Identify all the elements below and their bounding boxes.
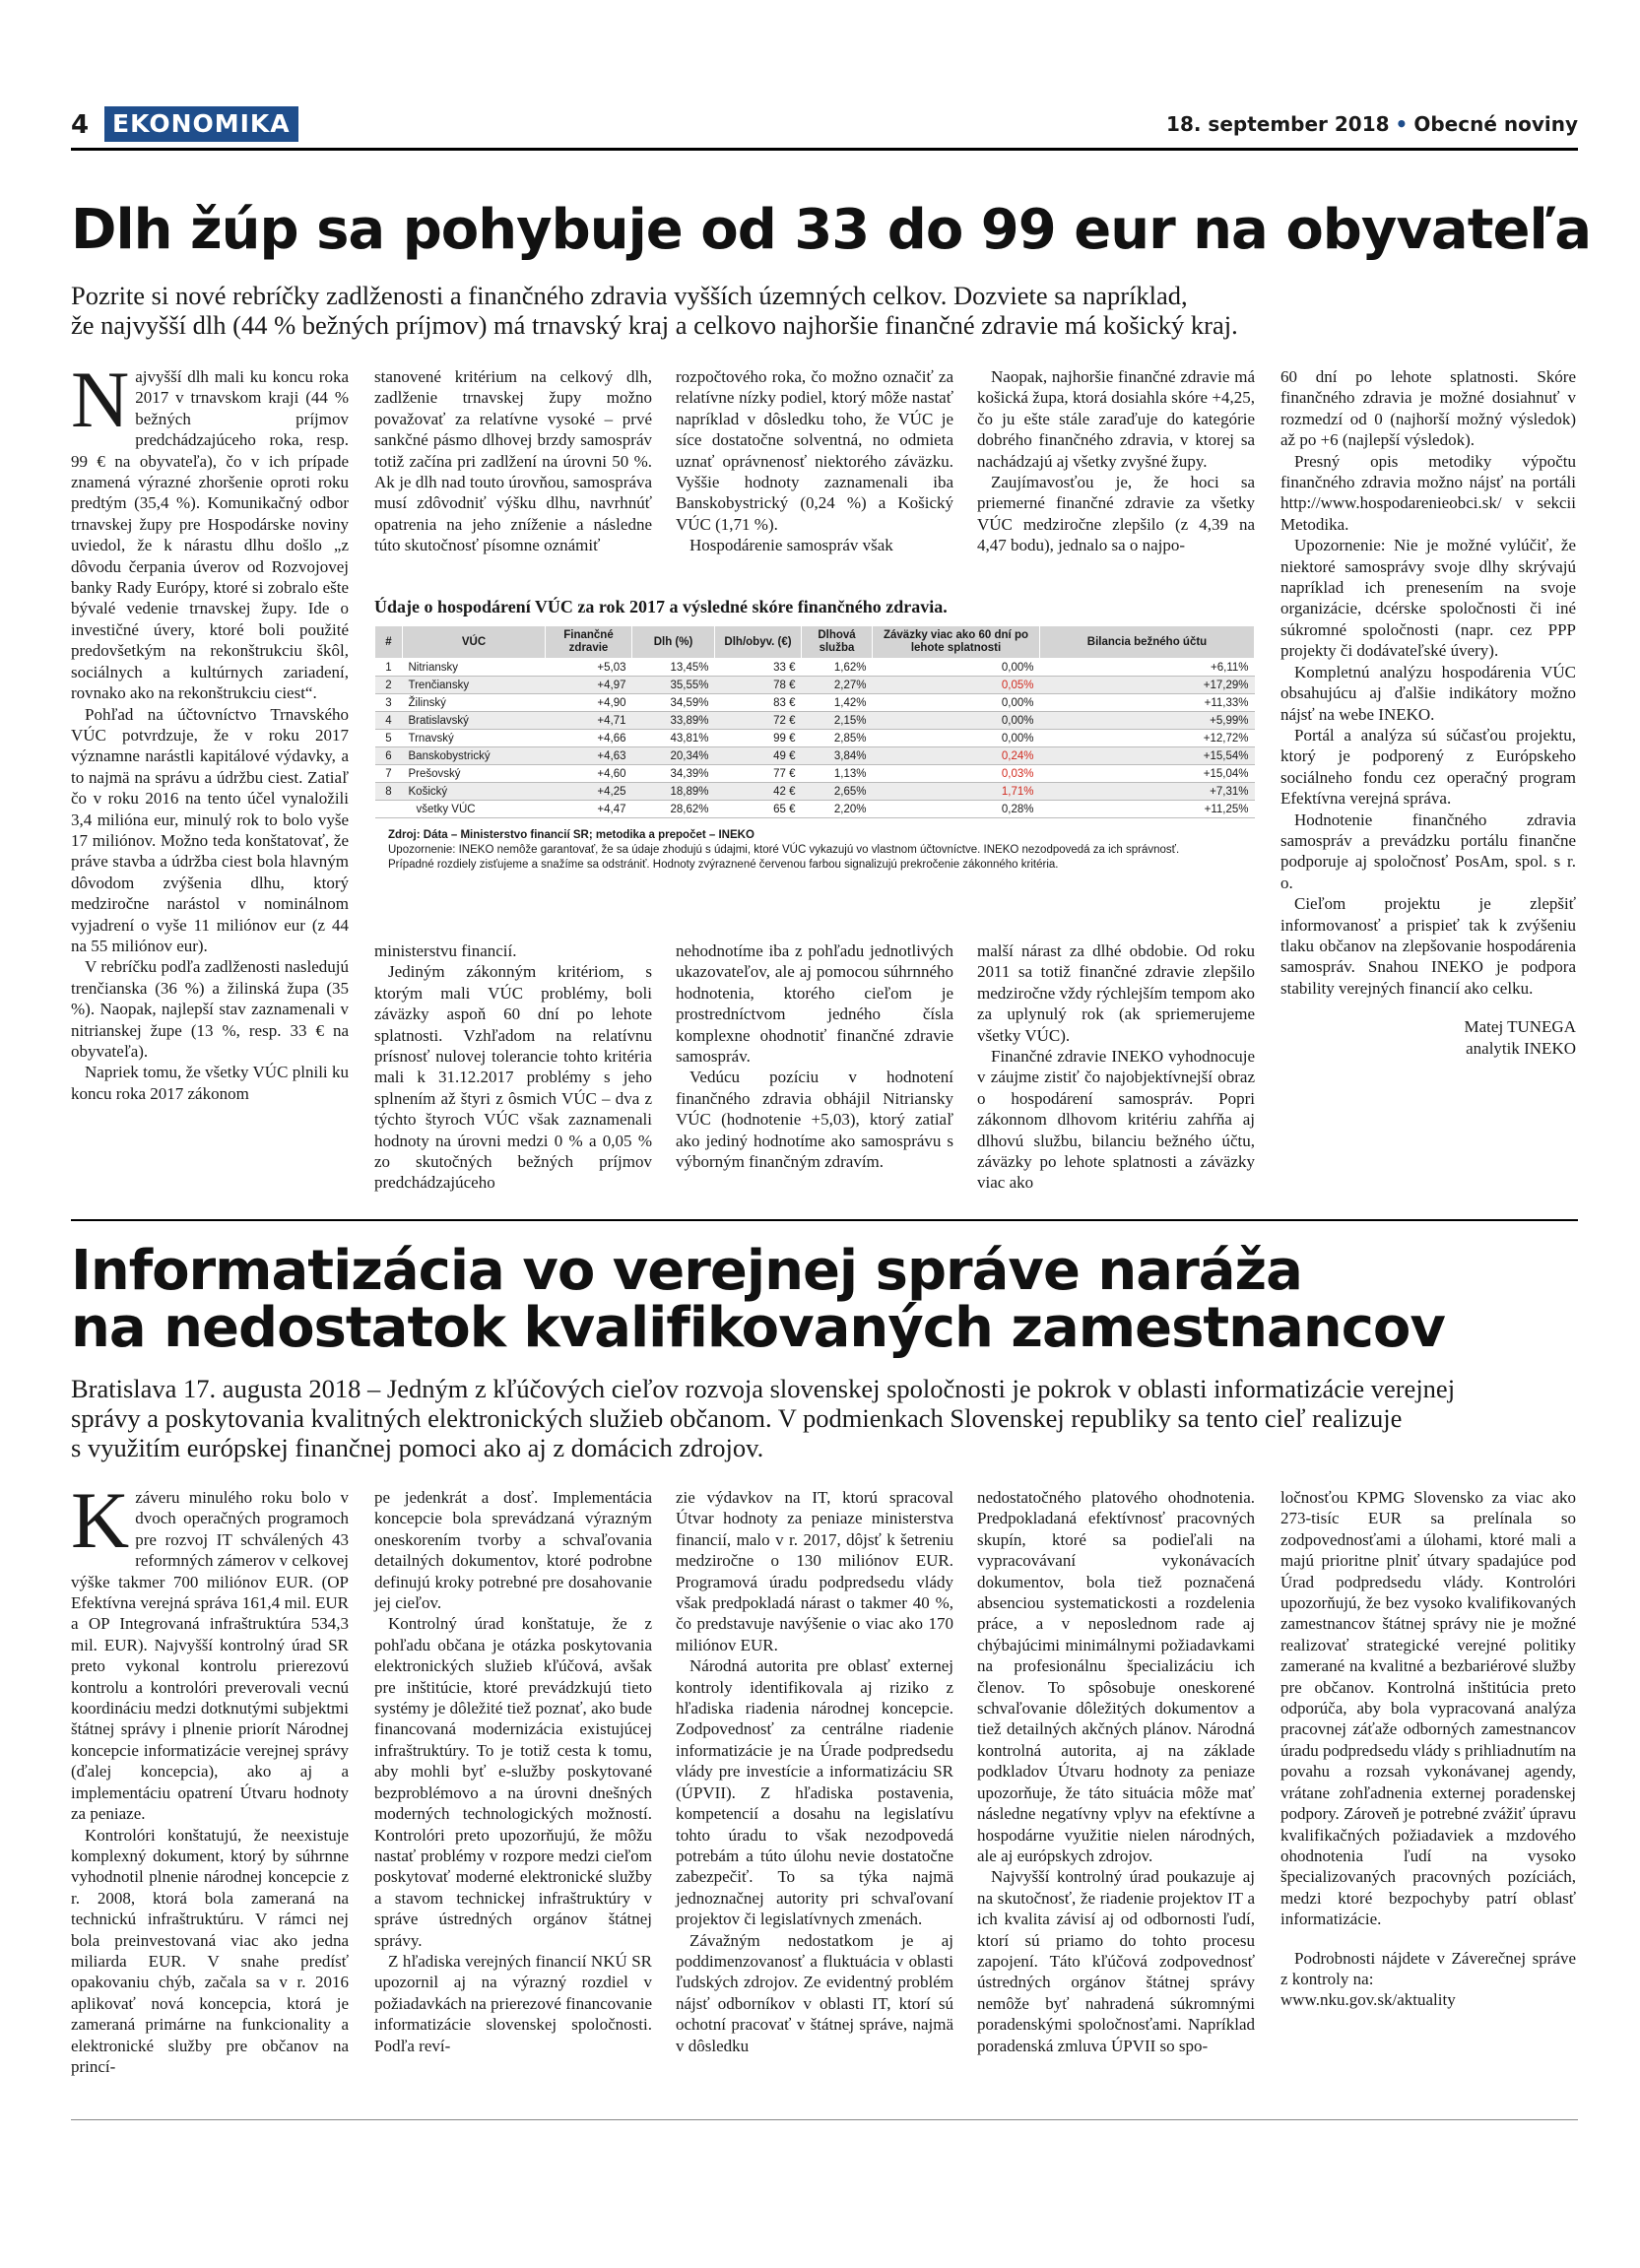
table-cell: +4,25 <box>546 783 632 801</box>
table-row <box>375 765 1255 783</box>
article2-headline-line2: na nedostatok kvalifikovaných zamestnancov <box>71 1296 1445 1360</box>
paper-name: Obecné noviny <box>1413 112 1578 136</box>
col-header: Finančné zdravie <box>546 626 632 659</box>
header-date-paper <box>1166 112 1578 136</box>
article2-column-4 <box>977 1487 1255 2056</box>
article1-lead-line2: že najvyšší dlh (44 % bežných príjmov) má trnavský kraj a celkovo najhoršie finančné zdravie má košický kraj. <box>71 310 1238 340</box>
article2-paragraph: Podrobnosti nájdete v Záverečnej správe z kontroly na: <box>1280 1948 1576 1988</box>
article1-paragraph: malší nárast za dlhé obdobie. Od roku 2011 sa totiž finančné zdravie zlepšilo medziročne vždy rýchlejším tempom ako za uplynulý rok (ak spriemerujeme všetky VÚC). <box>977 941 1255 1045</box>
article1-paragraph: rozpočtového roka, čo možno označiť za relatívne nízky podiel, ktorý môže nastať napríklad v dôsledku toho, že VÚC je síce dostatočne solventná, no odmieta uznať oprávnenosť niektorého záväzku. Vyššie hodnoty zaznamenali iba Banskobystrický (0,24 %) a Košický VÚC (1,71 %). <box>676 367 953 534</box>
table-cell: 35,55% <box>632 677 715 694</box>
table-cell: 0,00% <box>873 694 1040 712</box>
article2-paragraph: ločnosťou KPMG Slovensko za viac ako 273-tisíc EUR sa prelínala so zodpovednosťami a úlohami, ktoré mali a majú prioritne plniť útvary spadajúce pod Úrad podpredsedu vlády. Kontrolóri upozorňujú, že bez vysoko kvalifikovaných zamestnancov štátnej správy nie je možné realizovať strategické verejné politiky zamerané na kvalitné a bezbariérové služby pre občanov. Kontrolná inštitúcia preto odporúča, aby bola vypracovaná analýza pracovnej záťaže odborných zamestnancov úradu podpredsedu vlády s prihliadnutím na povahu a rozsah vykonávanej agendy, vrátane zohľadnenia externej poradenskej podpory. Zároveň je potrebné zvážiť úpravu kvalifikačných požiadaviek a mzdového ohodnotenia ľudí na vysoko špecializovaných pracovných pozíciách, medzi ktoré bezpochyby patrí oblasť informatizácie. <box>1280 1488 1576 1929</box>
table-cell: 72 € <box>715 712 802 730</box>
article1-dropcap: N <box>71 355 130 444</box>
article1-column-3-top <box>676 366 953 556</box>
table-row <box>375 747 1255 765</box>
table-cell: +5,03 <box>546 659 632 677</box>
table-cell: 5 <box>375 730 403 747</box>
table-cell: 2,27% <box>802 677 873 694</box>
table-cell: +4,60 <box>546 765 632 783</box>
article1-paragraph: Presný opis metodiky výpočtu finančného zdravia možno nájsť na portáli http://www.hospodarenieobci.sk/ v sekcii Metodika. <box>1280 451 1576 534</box>
header-bullet: • <box>1395 112 1409 136</box>
table-cell: 8 <box>375 783 403 801</box>
col-header: VÚC <box>403 626 546 659</box>
article2-paragraph: Národná autorita pre oblasť externej kontroly identifikovala aj riziko z hľadiska riadenia národnej koncepcie. Zodpovednosť za centrálne riadenie informatizácie je na Úrade podpredsedu vlády pre investície a informatizáciu SR (ÚPVII). Z hľadiska postavenia, kompetencií a dosahu na legislatívu tohto úradu to však nezodpovedá potrebám a túto úlohu nevie dostatočne zabezpečiť. To sa týka najmä jednoznačnej autority pri schvaľovaní projektov či legislatívnych zmenách. <box>676 1656 953 1929</box>
article2-paragraph: Najvyšší kontrolný úrad poukazuje aj na skutočnosť, že riadenie projektov IT a ich kvalita závisí aj od odbornosti ľudí, ktorí sú priamo do tohto procesu zapojení. Táto kľúčová zodpovednosť ústredných orgánov štátnej správy nemôže byť nahradená súkromnými poradenskými spoločnosťami. Napríklad poradenská zmluva ÚPVII so spo- <box>977 1867 1255 2055</box>
article1-column-3-bottom <box>676 940 953 1172</box>
table-cell: 77 € <box>715 765 802 783</box>
article1-paragraph: Portál a analýza sú súčasťou projektu, ktorý je podporený z Európskeho sociálneho fondu cez operačný program Efektívna verejná správa. <box>1280 725 1576 809</box>
article2-lead-line2: správy a poskytovania kvalitných elektronických služieb občanom. V podmienkach Slovenskej republiky sa tento cieľ realizuje <box>71 1403 1403 1433</box>
table-cell: +17,29% <box>1040 677 1255 694</box>
article1-paragraph: ajvyšší dlh mali ku koncu roka 2017 v trnavskom kraji (44 % bežných príjmov predchádzajúceho roka, resp. 99 € na obyvateľa), čo v ich prípade znamená výrazné zhoršenie oproti roku predtým (35,4 %). Komunikačný odbor trnavskej župy pre Hospodárske noviny uviedol, že k nárastu dlhu došlo „z dôvodu čerpania úverov od Rozvojovej banky Rady Európy, ktoré si zobralo ešte bývalé vedenie trnavskej župy. Ide o investičné úvery, ktoré boli použité predovšetkým na rekonštrukciu škôl, sociálnych a kultúrnych zariadení, rovnako ako na rekonštrukciu ciest“. <box>71 367 349 703</box>
article2-paragraph: zie výdavkov na IT, ktorú spracoval Útvar hodnoty za peniaze ministerstva financií, malo v r. 2017, dôjsť k šetreniu medziročne o 130 miliónov EUR. Programová úradu podpredsedu vlády však predpokladá nárast o takmer 40 %, čo predstavuje navýšenie o viac ako 170 miliónov EUR. <box>676 1488 953 1654</box>
issue-date: 18. september 2018 <box>1166 112 1390 136</box>
table-cell: 2,20% <box>802 801 873 818</box>
article1-column-4-top <box>977 366 1255 556</box>
article1-column-1 <box>71 355 349 1104</box>
table-row <box>375 783 1255 801</box>
table-cell: 0,00% <box>873 659 1040 677</box>
table-cell: 34,59% <box>632 694 715 712</box>
table-caption: Údaje o hospodárení VÚC za rok 2017 a výsledné skóre finančného zdravia. <box>374 597 948 616</box>
article2-lead-line1: Bratislava 17. augusta 2018 – Jedným z kľúčových cieľov rozvoja slovenskej spoločnosti je pokrok v oblasti informatizácie verejnej <box>71 1374 1456 1403</box>
article1-paragraph: stanovené kritérium na celkový dlh, zadlženie trnavskej župy možno považovať za relatívne vysoké – prvé sankčné pásmo dlhovej brzdy samospráv totiž začína pri zadlžení na úrovni 50 %. Ak je dlh nad touto úrovňou, samospráva musí zdôvodniť výšku dlhu, navrhnúť opatrenia na jeho zníženie a následne túto skutočnosť písomne oznámiť <box>374 367 652 555</box>
table-cell: 0,05% <box>873 677 1040 694</box>
col-header: Dlh/obyv. (€) <box>715 626 802 659</box>
table-cell: Nitriansky <box>403 659 546 677</box>
table-cell: 0,28% <box>873 801 1040 818</box>
article1-column-5 <box>1280 366 1576 1059</box>
table-cell: 2,15% <box>802 712 873 730</box>
article1-paragraph: Finančné zdravie INEKO vyhodnocuje v záujme zistiť čo najobjektívnejší obraz o hospodárení samospráv. Popri zákonnom dlhovom kritériu zahŕňa aj dlhovú službu, bilanciu bežného účtu, záväzky po lehote splatnosti a záväzky viac ako <box>977 1047 1255 1193</box>
article2-column-2 <box>374 1487 652 2056</box>
table-cell: 3,84% <box>802 747 873 765</box>
table-cell: 2,85% <box>802 730 873 747</box>
article1-paragraph: Naopak, najhoršie finančné zdravie má košická župa, ktorá dosiahla skóre +4,25, čo ju ešte stále zaraďuje do kategórie dobrého finančného zdravia, v ktorej sa nachádzajú aj všetky zvyšné župy. <box>977 367 1255 471</box>
col-header: Dlhová služba <box>802 626 873 659</box>
table-cell: Trenčiansky <box>403 677 546 694</box>
table-cell: +12,72% <box>1040 730 1255 747</box>
table-cell: +11,25% <box>1040 801 1255 818</box>
article1-paragraph: nehodnotíme iba z pohľadu jednotlivých ukazovateľov, ale aj pomocou súhrnného hodnotenia, ktorého cieľom je prostredníctvom jedného čísla komplexne ohodnotiť finančné zdravie samospráv. <box>676 941 953 1067</box>
table-cell: 2 <box>375 677 403 694</box>
article2-lead-line3: s využitím európskej finančnej pomoci ako aj z domácich zdrojov. <box>71 1433 764 1462</box>
col-header: # <box>375 626 403 659</box>
table-cell: 1,42% <box>802 694 873 712</box>
table-cell: 28,62% <box>632 801 715 818</box>
table-cell: +11,33% <box>1040 694 1255 712</box>
table-warning: Upozornenie: INEKO nemôže garantovať, že sa údaje zhodujú s údajmi, ktoré VÚC vykazujú vo vlastnom účtovníctve. INEKO nezodpovedá za ich správnosť. Prípadné rozdiely zisťujeme a snažíme sa odstrániť. Hodnoty zvýraznené červenou farbou signalizujú prekročenie zákonného kritéria. <box>388 844 1180 871</box>
table-cell: 13,45% <box>632 659 715 677</box>
article2-column-3 <box>676 1487 953 2056</box>
table-row <box>375 712 1255 730</box>
table-cell: +6,11% <box>1040 659 1255 677</box>
author-name: Matej TUNEGA <box>1464 1017 1576 1037</box>
table-cell: +15,04% <box>1040 765 1255 783</box>
table-cell: 99 € <box>715 730 802 747</box>
article1-paragraph: Kompletnú analýzu hospodárenia VÚC obsahujúcu aj ďalšie indikátory možno nájsť na webe INEKO. <box>1280 662 1576 724</box>
table-cell: 1,13% <box>802 765 873 783</box>
article1-paragraph: ministerstvu financií. <box>374 941 517 960</box>
page-number: 4 <box>71 110 90 140</box>
table-cell: Košický <box>403 783 546 801</box>
bottom-rule <box>71 2119 1578 2120</box>
table-cell: Bratislavský <box>403 712 546 730</box>
table-row <box>375 677 1255 694</box>
table-cell: 18,89% <box>632 783 715 801</box>
article2-headline <box>71 1239 1578 1360</box>
article1-paragraph: 60 dní po lehote splatnosti. Skóre finančného zdravia je možné dosiahnuť v rozmedzí od 0 (najhorší možný výsledok) až po +6 (najlepší výsledok). <box>1280 367 1576 450</box>
article-divider <box>71 1219 1578 1221</box>
article1-paragraph: Pohľad na účtovníctvo Trnavského VÚC potvrdzuje, že v roku 2017 významne narástli kapitálové výdavky, a to najmä na správu a údržbu ciest. Zatiaľ čo v roku 2016 na tento účel vynaložili 3,4 milióna eur, minulý rok to bolo vyše 17 miliónov. Možno teda konštatovať, že práve stavba a údržba ciest bola hlavným dôvodom zvýšenia dlhu, ktorý medziročne narástol v nominálnom vyjadrení o vyše 11 miliónov eur (z 44 na 55 miliónov eur). <box>71 704 349 955</box>
table-cell: +4,71 <box>546 712 632 730</box>
table-cell: Trnavský <box>403 730 546 747</box>
table-cell: +4,66 <box>546 730 632 747</box>
table-source: Zdroj: Dáta – Ministerstvo financií SR; metodika a prepočet – INEKO <box>388 829 754 841</box>
table-cell: 43,81% <box>632 730 715 747</box>
article1-paragraph: V rebríčku podľa zadlženosti nasledujú trenčianska (36 %) a žilinská župa (35 %). Naopak, najlepší stav zaznamenali v nitrianskej župe (13 %, resp. 33 € na obyvateľa). <box>71 957 349 1061</box>
finance-table <box>374 625 1255 818</box>
table-cell: 34,39% <box>632 765 715 783</box>
article1-lead <box>71 281 1588 340</box>
table-cell: 83 € <box>715 694 802 712</box>
table-cell: +15,54% <box>1040 747 1255 765</box>
article2-paragraph: záveru minulého roku bolo v dvoch operačných programoch pre rozvoj IT schválených 43 reformných zámerov v celkovej výške takmer 700 miliónov EUR. (OP Efektívna verejná správa 161,4 mil. EUR a OP Integrovaná infraštruktúra 534,3 mil. EUR). Najvyšší kontrolný úrad SR preto vykonal kontrolu prierezovú kontrolu a kontrolóri preverovali vecnú koordináciu medzi dotknutými subjektmi štátnej správy i plnenie priorít Národnej koncepcie informatizácie verejnej správy (ďalej koncepcia), ako aj a implementáciu opatrení Útvaru hodnoty za peniaze. <box>71 1488 349 1824</box>
table-cell: 1 <box>375 659 403 677</box>
table-cell: +5,99% <box>1040 712 1255 730</box>
table-cell: 4 <box>375 712 403 730</box>
table-cell: +4,97 <box>546 677 632 694</box>
article2-column-1 <box>71 1475 349 2077</box>
table-cell: 33 € <box>715 659 802 677</box>
article1-column-2-top <box>374 366 652 556</box>
col-header: Bilancia bežného účtu <box>1040 626 1255 659</box>
article1-column-2-bottom <box>374 940 652 1194</box>
table-cell: 0,24% <box>873 747 1040 765</box>
table-cell: Banskobystrický <box>403 747 546 765</box>
table-cell <box>375 801 403 818</box>
article1-paragraph: Zaujímavosťou je, že hoci sa priemerné finančné zdravie za všetky VÚC medziročne zlepšilo (z 4,39 na 4,47 bodu), jednalo sa o najpo- <box>977 473 1255 555</box>
table-cell: +4,47 <box>546 801 632 818</box>
table-cell: +7,31% <box>1040 783 1255 801</box>
article1-paragraph: Jediným zákonným kritériom, s ktorým mali VÚC problémy, boli záväzky aspoň 60 dní po lehote splatnosti. Vzhľadom na relatívnu prísnosť nulovej tolerancie tohto kritéria mali k 31.12.2017 problémy s jeho splnením až štyri z ôsmich VÚC – dva z týchto štyroch VÚC však zaznamenali hodnoty na úrovni medzi 0 % a 0,05 % zo skutočných bežných príjmov predchádzajúceho <box>374 962 652 1193</box>
table-cell: 1,62% <box>802 659 873 677</box>
table-cell: 49 € <box>715 747 802 765</box>
section-label: EKONOMIKA <box>104 106 298 142</box>
article1-paragraph: Hospodárenie samospráv však <box>689 536 893 555</box>
table-cell: 7 <box>375 765 403 783</box>
col-header: Dlh (%) <box>632 626 715 659</box>
article2-link[interactable]: www.nku.gov.sk/aktuality <box>1280 1990 1456 2010</box>
article1-paragraph: Hodnotenie finančného zdravia samospráv a prevádzku portálu finančne podporuje aj spoločnosť PosAm, spol. s r. o. <box>1280 810 1576 892</box>
table-row <box>375 730 1255 747</box>
table-cell: 6 <box>375 747 403 765</box>
table-cell: 42 € <box>715 783 802 801</box>
article1-column-4-bottom <box>977 940 1255 1194</box>
article1-paragraph: Vedúcu pozíciu v hodnotení finančného zdravia obhájil Nitriansky VÚC (hodnotenie +5,03), ktorý zatiaľ ako jediný hodnotíme ako samosprávu s výborným finančným zdravím. <box>676 1068 953 1172</box>
article1-paragraph: Napriek tomu, že všetky VÚC plnili ku koncu roka 2017 zákonom <box>71 1063 349 1103</box>
table-cell: 2,65% <box>802 783 873 801</box>
table-row <box>375 659 1255 677</box>
article2-paragraph: pe jedenkrát a dosť. Implementácia koncepcie bola sprevádzaná výrazným oneskorením tvorby a schvaľovania detailných dokumentov, ktoré podrobne definujú kroky potrebné pre dosahovanie jej cieľov. <box>374 1488 652 1613</box>
finance-table-box <box>374 597 1255 930</box>
table-row <box>375 801 1255 818</box>
article2-paragraph: Kontrolóri konštatujú, že neexistuje komplexný dokument, ktorý by súhrnne vyhodnotil plnenie národnej koncepcie z r. 2008, ktorá bola zameraná na technickú infraštruktúru. V rámci nej bola preinvestovaná viac ako jedna miliarda EUR. V snahe predísť opakovaniu chýb, začala sa v r. 2016 aplikovať nová koncepcia, ktorá je zameraná primárne na funkcionality a elektronické služby pre občanov na princí- <box>71 1825 349 2076</box>
table-cell: 78 € <box>715 677 802 694</box>
article2-headline-line1: Informatizácia vo verejnej správe naráža <box>71 1239 1302 1303</box>
article1-paragraph: Upozornenie: Nie je možné vylúčiť, že niektoré samosprávy svoje dlhy skrývajú napríklad ich prenesením na svoje organizácie, dcérske spoločnosti či iné súkromné spoločnosti (napr. cez PPP projekty či dodávateľské úvery). <box>1280 536 1576 661</box>
article2-lead <box>71 1374 1588 1462</box>
article2-column-5 <box>1280 1487 1576 2011</box>
article1-paragraph: Cieľom projektu je zlepšiť informovanosť a prispieť tak k zvýšeniu tlaku občanov na zlepšovanie hospodárenia samospráv. Snahou INEKO je podpora stability verejných financií ako celku. <box>1280 894 1576 998</box>
table-cell: všetky VÚC <box>403 801 546 818</box>
article1-lead-line1: Pozrite si nové rebríčky zadlženosti a finančného zdravia vyšších územných celkov. Dozviete sa napríklad, <box>71 281 1188 310</box>
table-cell: 0,00% <box>873 730 1040 747</box>
table-header-row <box>375 626 1255 659</box>
table-cell: +4,90 <box>546 694 632 712</box>
table-cell: 65 € <box>715 801 802 818</box>
col-header: Záväzky viac ako 60 dní po lehote splatnosti <box>873 626 1040 659</box>
table-cell: 0,03% <box>873 765 1040 783</box>
article2-paragraph: nedostatočného platového ohodnotenia. Predpokladaná efektívnosť pracovných skupín, ktoré sa podieľali na vypracovávaní vykonávacích dokumentov, bola tiež poznačená absenciou systematickosti a rozdelenia práce, a v neposlednom rade aj chýbajúcimi minimálnymi požiadavkami na profesionálnu špecializáciu ich členov. To spôsobuje oneskorené schvaľovanie dôležitých dokumentov a tiež detailných akčných plánov. Národná kontrolná autorita, aj na základe podkladov Útvaru hodnoty za peniaze upozorňuje, že táto situácia môže mať následne negatívny vplyv na efektívne a hospodárne využitie nielen národných, ale aj európskych zdrojov. <box>977 1488 1255 1865</box>
table-cell: Žilinský <box>403 694 546 712</box>
article2-paragraph: Z hľadiska verejných financií NKÚ SR upozornil aj na výrazný rozdiel v požiadavkách na prierezové financovanie informatizácie slovenskej spoločnosti. Podľa reví- <box>374 1951 652 2055</box>
article1-headline: Dlh žúp sa pohybuje od 33 do 99 eur na obyvateľa <box>71 198 1592 262</box>
article2-paragraph: Kontrolný úrad konštatuje, že z pohľadu občana je otázka poskytovania elektronických služieb kľúčová, avšak pre inštitúcie, ktoré prevádzkujú tieto systémy je dôležité tiež poznať, ako bude financovaná modernizácia existujúcej infraštruktúry. To je totiž cesta k tomu, aby mohli byť e-služby poskytované bezproblémovo a na úrovni dnešných moderných technologických možností. Kontrolóri preto upozorňujú, že môžu nastať problémy v rozpore medzi cieľom poskytovať moderné elektronické služby a stavom technickej infraštruktúry v správe ústredných orgánov štátnej správy. <box>374 1614 652 1950</box>
table-cell: 33,89% <box>632 712 715 730</box>
table-cell: +4,63 <box>546 747 632 765</box>
table-cell: Prešovský <box>403 765 546 783</box>
table-row <box>375 694 1255 712</box>
header-rule <box>71 148 1578 151</box>
table-cell: 20,34% <box>632 747 715 765</box>
page-header <box>71 106 1578 146</box>
article2-paragraph: Závažným nedostatkom je aj poddimenzovanosť a fluktuácia v oblasti ľudských zdrojov. Ze evidentný problém nájsť odborníkov v oblasti IT, ktorí sú ochotní pracovať v štátnej správe, najmä v dôsledku <box>676 1930 953 2055</box>
article2-dropcap: K <box>71 1475 130 1565</box>
table-cell: 0,00% <box>873 712 1040 730</box>
table-cell: 1,71% <box>873 783 1040 801</box>
author-role: analytik INEKO <box>1466 1038 1576 1058</box>
table-cell: 3 <box>375 694 403 712</box>
